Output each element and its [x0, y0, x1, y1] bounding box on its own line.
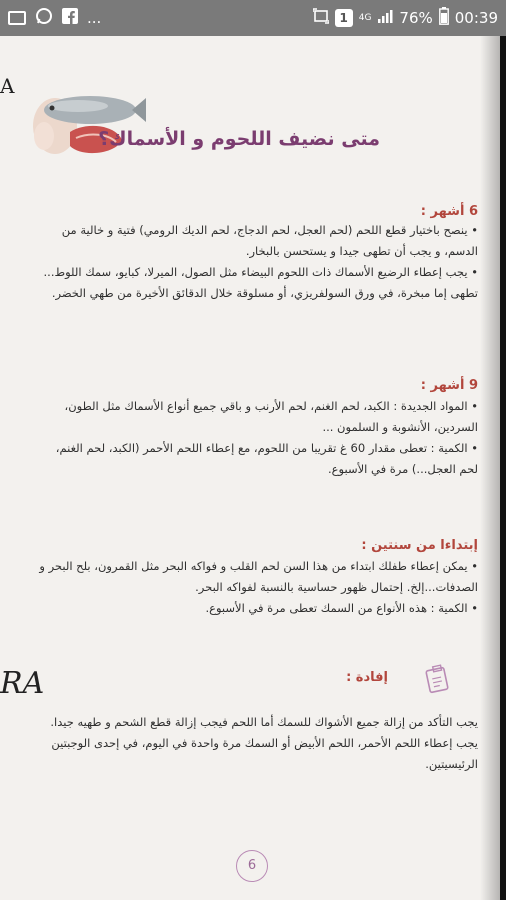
section-body: [38, 556, 478, 619]
note-heading: إفادة :: [346, 670, 388, 685]
paragraph: يجب التأكد من إزالة جميع الأشواك للسمك أما اللحم فيجب إزالة قطع الشحم و طهيه جيدا.: [50, 715, 478, 729]
page-number: 6: [236, 850, 268, 882]
paragraph: • الكمية : تعطى مقدار 60 غ تقريبا من اللحوم، مع إعطاء اللحم الأحمر (الكبد، لحم الغنم، لحم العجل...) مرة في الأسبوع.: [55, 441, 478, 476]
page-edge: [500, 36, 506, 900]
network-type: 4G: [358, 12, 372, 23]
clock: 00:39: [454, 9, 498, 27]
sim-badge: 1: [335, 9, 353, 27]
page-edge-shadow: [480, 36, 500, 900]
paragraph: • الكمية : هذه الأنواع من السمك تعطى مرة في الأسبوع.: [205, 601, 478, 615]
paragraph: يجب إعطاء اللحم الأحمر، اللحم الأبيض أو السمك مرة واحدة في اليوم، في إحدى الوجبتين الرئيسيتين.: [51, 736, 478, 771]
image-notification-icon: [8, 11, 26, 25]
section-heading: 9 أشهر :: [420, 378, 478, 393]
document-page[interactable]: [0, 36, 500, 900]
section-heading: 6 أشهر :: [420, 204, 478, 219]
section-heading: إبتداءا من سنتين :: [361, 538, 478, 553]
facebook-icon: [62, 8, 78, 28]
signal-icon: [377, 8, 393, 28]
page-title: متى نضيف اللحوم و الأسماك؟: [98, 128, 380, 150]
screenshot-icon: [313, 8, 329, 28]
note-body: [38, 712, 478, 775]
fish-meat-illustration: [20, 74, 150, 168]
status-bar: [0, 0, 506, 36]
battery-percent: 76%: [399, 9, 433, 27]
section-body: [38, 396, 478, 480]
paragraph: • يجب إعطاء الرضيع الأسماك ذات اللحوم البيضاء مثل الصول، الميرلا، كبايو، سمك اللوط... تطهى إما مبخرة، في ورق السولفريزي، أو مسلوقة خلال الدقائق الأخيرة من طهي الخضر.: [43, 265, 478, 300]
paragraph: • يمكن إعطاء طفلك ابتداء من هذا السن لحم القلب و فواكه البحر مثل القمرون، بلح البحر و الصدفات...إلخ. إحتمال ظهور حساسية بالنسبة لفواكه البحر.: [39, 559, 478, 594]
side-letter: A: [0, 74, 15, 98]
paragraph: • المواد الجديدة : الكبد، لحم الغنم، لحم الأرنب و باقي جميع أنواع الأسماك مثل الطون، السردين، الأنشوبة و السلمون ...: [64, 399, 478, 434]
section-body: [38, 220, 478, 304]
whatsapp-icon: [35, 7, 53, 29]
side-letters: RA: [0, 666, 45, 701]
battery-icon: [439, 7, 449, 29]
paragraph: • ينصح باختيار قطع اللحم (لحم العجل، لحم الدجاج، لحم الديك الرومي) فتية و خالية من الدسم، و يجب أن تطهى جيدا و يستحسن بالبخار.: [61, 223, 478, 258]
clipboard-icon: [424, 664, 452, 698]
more-notifications: ...: [87, 9, 102, 27]
